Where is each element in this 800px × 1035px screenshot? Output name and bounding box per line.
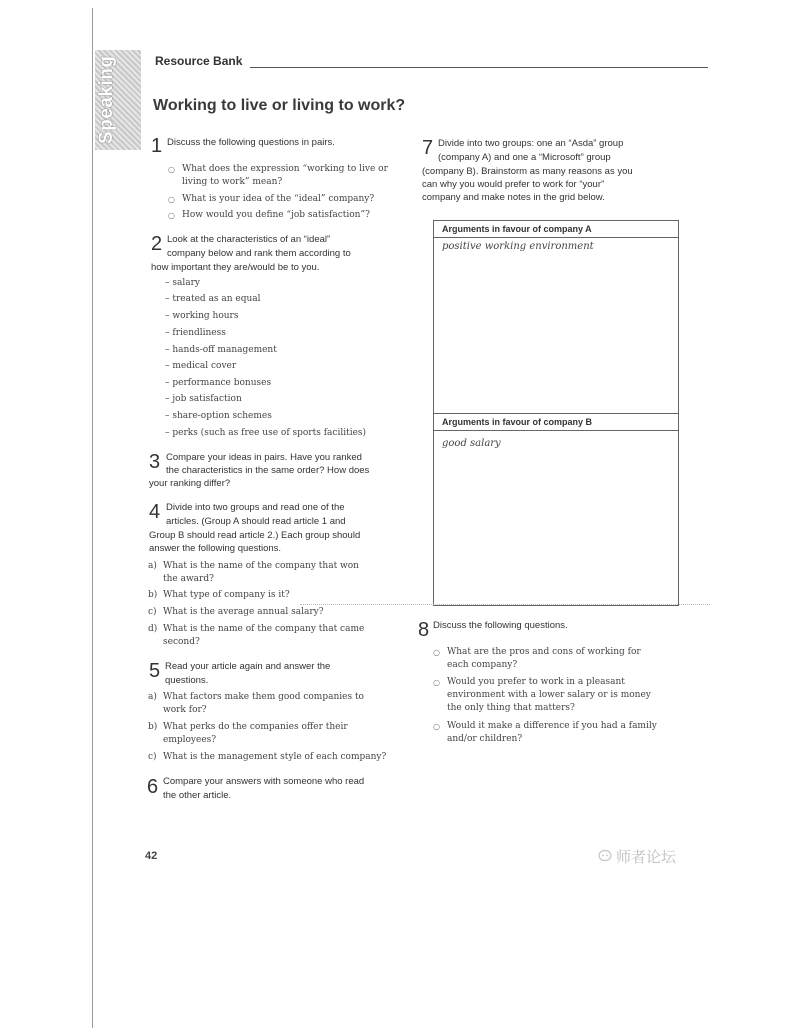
section-label: Resource Bank <box>155 54 243 68</box>
page-title: Working to live or living to work? <box>153 97 406 114</box>
scan-dotted-line <box>300 604 710 605</box>
task-4-question-c: c) What is the average annual salary? <box>148 607 324 617</box>
task-5-question-c: c) What is the management style of each company? <box>148 752 387 762</box>
bullet-icon: ○ <box>433 678 440 687</box>
characteristic-item: – performance bonuses <box>165 378 272 388</box>
header-rule <box>250 67 708 68</box>
task-7-number: 7 <box>422 137 434 159</box>
task-8-bullet-1: ○ What are the pros and cons of working for <box>433 647 641 657</box>
task-5-question-b-cont: employees? <box>163 735 217 745</box>
task-8-bullet-3-cont: and/or children? <box>447 734 523 744</box>
characteristic-item: – medical cover <box>165 361 237 371</box>
task-4-question-b: b) What type of company is it? <box>148 590 290 600</box>
task-4-instruction-line-3: Group B should read article 2.) Each group should <box>149 530 361 541</box>
characteristic-item: – salary <box>165 278 200 288</box>
task-4-instruction-line-2: articles. (Group A should read article 1 and <box>166 516 346 527</box>
task-5-number: 5 <box>149 660 161 682</box>
task-4-number: 4 <box>149 501 161 523</box>
task-5-question-b: b) What perks do the companies offer their <box>148 722 348 732</box>
grid-header-company-b: Arguments in favour of company B <box>434 414 678 431</box>
task-8-bullet-1-cont: each company? <box>447 660 518 670</box>
arguments-grid <box>433 220 679 606</box>
task-4-question-d-cont: second? <box>163 637 200 647</box>
task-7-instruction-line-4: can why you would prefer to work for “your” <box>422 179 605 190</box>
characteristic-item: – perks (such as free use of sports facilities) <box>165 428 367 438</box>
task-6-number: 6 <box>147 776 159 798</box>
bullet-icon: ○ <box>433 722 440 731</box>
task-5-instruction-line-1: Read your article again and answer the <box>165 661 331 672</box>
task-1-number: 1 <box>151 135 163 157</box>
bullet-icon: ○ <box>433 648 440 657</box>
task-5-question-a-cont: work for? <box>163 705 207 715</box>
task-8-instruction: Discuss the following questions. <box>433 620 568 631</box>
task-6-instruction-line-2: the other article. <box>163 790 232 801</box>
task-1-bullet-2: ○ What is your idea of the “ideal” company? <box>168 194 375 204</box>
grid-header-company-a: Arguments in favour of company A <box>434 221 678 238</box>
task-8-bullet-2-cont-2: the only thing that matters? <box>447 703 575 713</box>
task-6-instruction-line-1: Compare your answers with someone who read <box>163 776 365 787</box>
bullet-icon: ○ <box>168 211 175 220</box>
task-3-number: 3 <box>149 451 161 473</box>
task-4-question-a: a) What is the name of the company that won <box>148 561 359 571</box>
chat-bubble-icon <box>598 849 612 863</box>
task-4-instruction-line-1: Divide into two groups and read one of the <box>166 502 345 513</box>
bullet-icon: ○ <box>168 165 175 174</box>
task-8-bullet-2-cont-1: environment with a lower salary or is money <box>447 690 651 700</box>
task-8-number: 8 <box>418 619 430 641</box>
watermark-text: 师者论坛 <box>616 848 677 866</box>
task-2-number: 2 <box>151 233 163 255</box>
task-8-bullet-3: ○ Would it make a difference if you had a family <box>433 721 657 731</box>
characteristic-item: – treated as an equal <box>165 294 261 304</box>
side-tab-label: Speaking <box>96 55 117 144</box>
task-4-question-a-cont: the award? <box>163 574 214 584</box>
task-3-instruction-line-3: your ranking differ? <box>149 478 231 489</box>
task-4-instruction-line-4: answer the following questions. <box>149 543 282 554</box>
grid-note-company-b: good salary <box>442 438 501 449</box>
task-7-instruction-line-2: (company A) and one a “Microsoft” group <box>438 152 611 163</box>
task-3-instruction-line-1: Compare your ideas in pairs. Have you ranked <box>166 452 362 463</box>
task-7-instruction-line-3: (company B). Brainstorm as many reasons as you <box>422 166 633 177</box>
task-7-instruction-line-5: company and make notes in the grid below. <box>422 192 605 203</box>
scan-edge-line <box>92 8 93 1028</box>
page-number: 42 <box>145 850 158 862</box>
task-4-question-d: d) What is the name of the company that came <box>148 624 365 634</box>
characteristic-item: – share-option schemes <box>165 411 272 421</box>
grid-note-company-a: positive working environment <box>442 241 594 252</box>
task-1-instruction: Discuss the following questions in pairs. <box>167 137 335 148</box>
characteristic-item: – job satisfaction <box>165 394 242 404</box>
task-2-instruction-line-1: Look at the characteristics of an “ideal” <box>167 234 331 245</box>
task-1-bullet-1-cont: living to work” mean? <box>182 177 283 187</box>
characteristic-item: – hands-off management <box>165 345 277 355</box>
task-1-bullet-1: ○ What does the expression “working to live or <box>168 164 388 174</box>
task-8-bullet-2: ○ Would you prefer to work in a pleasant <box>433 677 625 687</box>
bullet-icon: ○ <box>168 195 175 204</box>
task-5-instruction-line-2: questions. <box>165 675 209 686</box>
characteristic-item: – working hours <box>165 311 239 321</box>
task-1-bullet-3: ○ How would you define “job satisfaction”? <box>168 210 370 220</box>
characteristic-item: – friendliness <box>165 328 226 338</box>
task-5-question-a: a) What factors make them good companies to <box>148 692 364 702</box>
task-3-instruction-line-2: the characteristics in the same order? How does <box>166 465 370 476</box>
task-2-instruction-line-3: how important they are/would be to you. <box>151 262 320 273</box>
task-2-instruction-line-2: company below and rank them according to <box>167 248 351 259</box>
task-7-instruction-line-1: Divide into two groups: one an “Asda” group <box>438 138 624 149</box>
